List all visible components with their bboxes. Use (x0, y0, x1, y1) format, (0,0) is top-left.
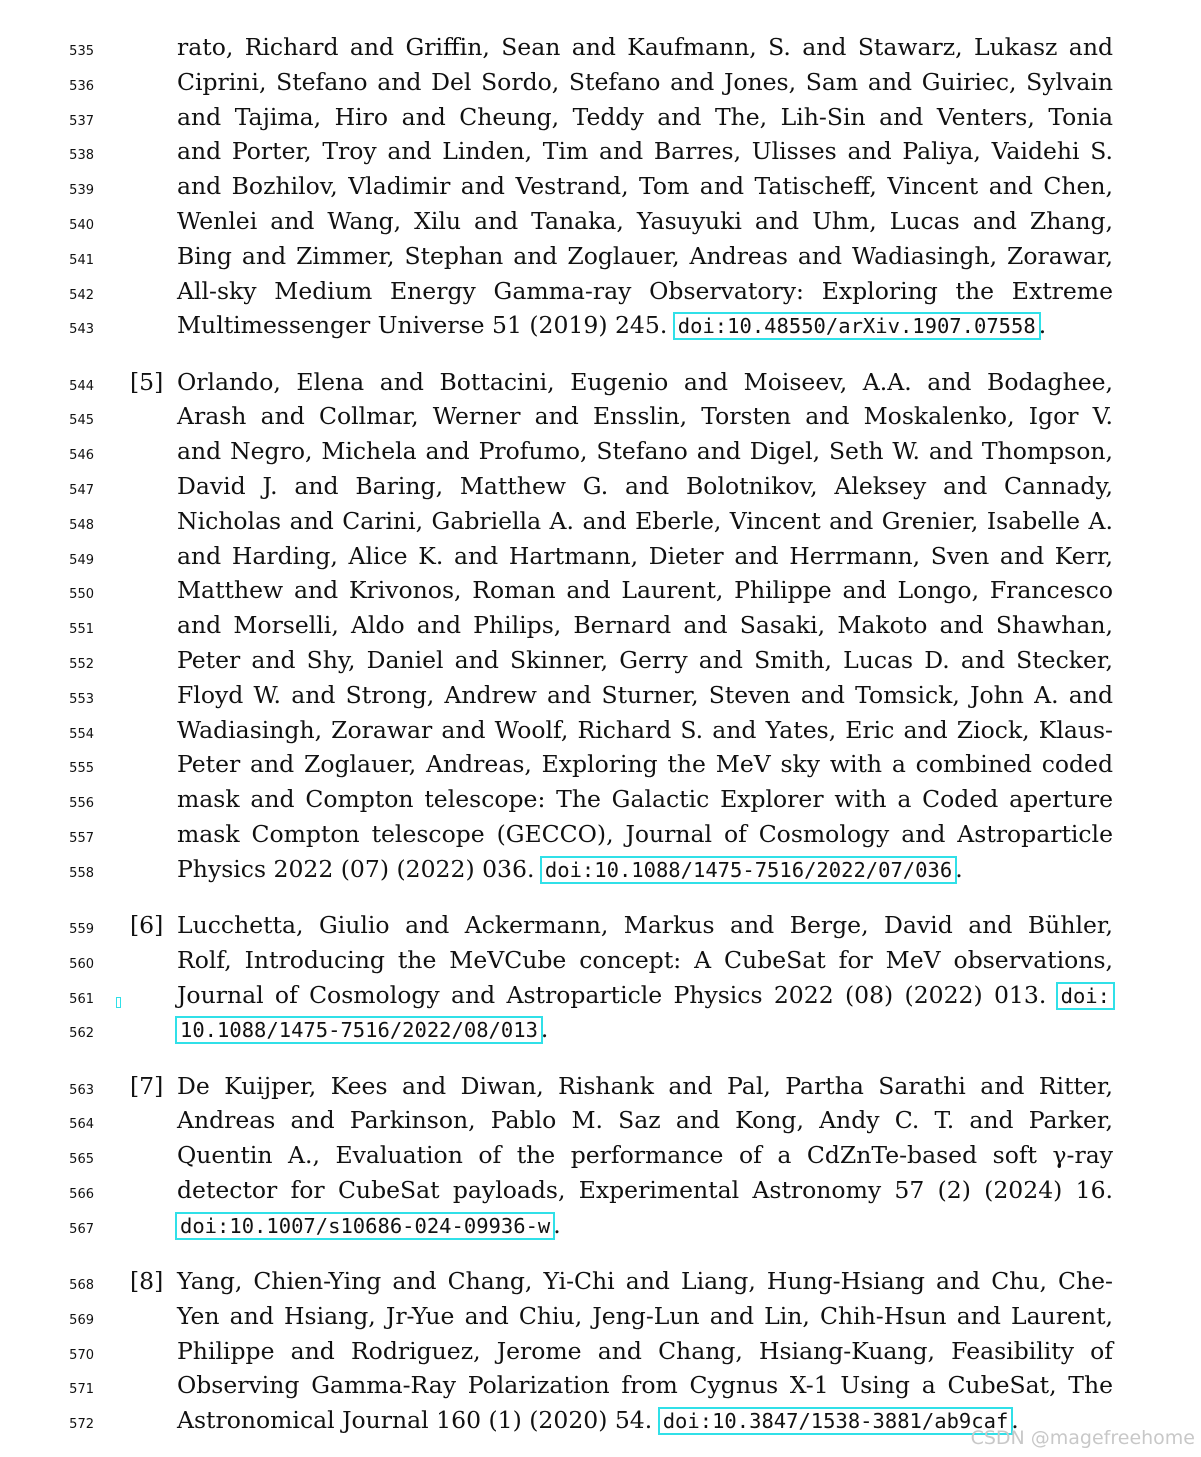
line-body: David J. and Baring, Matthew G. and Bolotnikov, Aleksey and Cannady, (177, 472, 1113, 500)
line-body: Yen and Hsiang, Jr-Yue and Chiu, Jeng-Lun and Lin, Chih-Hsun and Laurent, (177, 1301, 1113, 1330)
line-body: and Porter, Troy and Linden, Tim and Barres, Ulisses and Paliya, Vaidehi S. (177, 137, 1113, 166)
line-body: Yang, Chien-Ying and Chang, Yi-Chi and Liang, Hung-Hsiang and Chu, Che- (177, 1267, 1113, 1295)
text-line (0, 101, 1201, 136)
line-body: De Kuijper, Kees and Diwan, Rishank and Pal, Partha Sarathi and Ritter, (177, 1071, 1113, 1100)
text-line (0, 1104, 1201, 1139)
line-body: mask and Compton telescope: The Galactic Explorer with a Coded aperture (177, 785, 1113, 814)
line-body: Observing Gamma-Ray Polarization from Cygnus X-1 Using a CubeSat, The (177, 1371, 1113, 1400)
line-body: Philippe and Rodriguez, Jerome and Chang, Hsiang-Kuang, Feasibility of (177, 1336, 1113, 1365)
text-line (0, 1070, 1201, 1105)
text-line (0, 574, 1201, 609)
line-number: 542 (69, 287, 94, 303)
line-body: Orlando, Elena and Bottacini, Eugenio and Moiseev, A.A. and Bodaghee, (177, 367, 1113, 396)
line-body: Ciprini, Stefano and Del Sordo, Stefano and Jones, Sam and Guiriec, Sylvain (177, 67, 1113, 96)
line-text (177, 242, 1113, 270)
line-text (177, 750, 1113, 778)
line-tail: . (553, 1210, 561, 1239)
line-text (177, 576, 1113, 604)
line-number: 560 (69, 956, 94, 972)
line-body: Lucchetta, Giulio and Ackermann, Markus and Berge, David and Bühler, (177, 911, 1113, 939)
line-text (177, 1072, 1113, 1100)
line-text (177, 1337, 1113, 1365)
line-number: 548 (69, 517, 94, 533)
text-line (0, 400, 1201, 435)
line-number: 570 (69, 1347, 94, 1363)
line-text (177, 681, 1113, 709)
line-text (177, 1302, 1113, 1330)
line-number: 540 (69, 218, 94, 233)
line-number: 550 (69, 587, 94, 603)
line-text (177, 1176, 1113, 1204)
doi-link[interactable]: doi: (1058, 984, 1113, 1008)
line-text (177, 1267, 1113, 1295)
text-line (0, 944, 1201, 979)
line-number: 544 (69, 378, 94, 394)
line-text (177, 1015, 1113, 1043)
line-text (177, 277, 1113, 305)
line-number: 569 (69, 1312, 94, 1328)
text-line (0, 1174, 1201, 1209)
line-number: 562 (69, 1026, 94, 1042)
line-text (177, 402, 1113, 430)
text-line (0, 609, 1201, 644)
line-number: 564 (69, 1117, 94, 1133)
line-body: Multimessenger Universe 51 (2019) 245. (177, 311, 675, 340)
reference-label: [6] (130, 911, 164, 939)
line-text (177, 472, 1113, 500)
line-body: Wenlei and Wang, Xilu and Tanaka, Yasuyuki and Uhm, Lucas and Zhang, (177, 207, 1113, 235)
line-number: 566 (69, 1187, 94, 1202)
line-text (177, 172, 1113, 200)
text-line (0, 205, 1201, 240)
line-text (177, 1371, 1113, 1399)
line-text (177, 946, 1113, 974)
line-number: 543 (69, 322, 94, 338)
line-number: 567 (69, 1221, 94, 1237)
margin-marker (116, 997, 121, 1008)
line-number: 536 (69, 78, 94, 94)
line-number: 563 (69, 1082, 94, 1098)
line-body: Nicholas and Carini, Gabriella A. and Eberle, Vincent and Grenier, Isabelle A. (177, 506, 1113, 535)
line-number: 555 (69, 761, 94, 777)
line-body: Matthew and Krivonos, Roman and Laurent, Philippe and Longo, Francesco (177, 576, 1113, 605)
line-text (177, 716, 1113, 744)
line-text (177, 507, 1113, 535)
line-body: Peter and Shy, Daniel and Skinner, Gerry and Smith, Lucas D. and Stecker, (177, 646, 1113, 674)
line-text (177, 855, 1113, 883)
line-body: Peter and Zoglauer, Andreas, Exploring the MeV sky with a combined coded (177, 750, 1113, 779)
line-body: Bing and Zimmer, Stephan and Zoglauer, Andreas and Wadiasingh, Zorawar, (177, 241, 1113, 270)
text-line (0, 31, 1201, 66)
line-body: All-sky Medium Energy Gamma-ray Observatory: Exploring the Extreme (177, 276, 1113, 305)
line-number: 554 (69, 726, 94, 742)
text-line (0, 240, 1201, 275)
line-number: 565 (69, 1152, 94, 1168)
line-number: 546 (69, 448, 94, 464)
line-tail: . (540, 1015, 549, 1044)
text-line (0, 435, 1201, 470)
line-text (177, 311, 1113, 339)
line-text (177, 981, 1113, 1009)
line-number: 538 (69, 148, 94, 164)
text-line (0, 644, 1201, 679)
text-line (0, 66, 1201, 101)
line-body: and Harding, Alice K. and Hartmann, Dieter and Herrmann, Sven and Kerr, (177, 541, 1113, 570)
line-tail: . (1011, 1406, 1019, 1435)
reference-label: [7] (130, 1071, 164, 1100)
line-text (177, 437, 1113, 465)
text-line (0, 1369, 1201, 1404)
text-line (0, 1139, 1201, 1174)
line-body: detector for CubeSat payloads, Experimental Astronomy 57 (2) (2024) 16. (177, 1176, 1113, 1204)
text-line (0, 1209, 1201, 1244)
text-line (0, 1013, 1201, 1048)
line-body: Quentin A., Evaluation of the performance of a CdZnTe-based soft γ-ray (177, 1141, 1113, 1170)
line-body: Astronomical Journal 160 (1) (2020) 54. (177, 1406, 660, 1435)
line-text (177, 785, 1113, 813)
text-line (0, 170, 1201, 205)
text-line (0, 505, 1201, 540)
line-number: 551 (69, 622, 94, 638)
text-line (0, 1265, 1201, 1300)
line-text (177, 368, 1113, 396)
line-body: Floyd W. and Strong, Andrew and Sturner, Steven and Tomsick, John A. and (177, 680, 1113, 709)
text-line (0, 1335, 1201, 1370)
line-tail: . (1038, 311, 1047, 340)
line-number: 571 (69, 1382, 94, 1398)
doi-link[interactable]: doi:10.1007/s10686-024-09936-w (177, 1214, 553, 1238)
line-body: and Negro, Michela and Profumo, Stefano and Digel, Seth W. and Thompson, (177, 437, 1113, 466)
line-number: 572 (69, 1417, 94, 1433)
line-number: 568 (69, 1278, 94, 1293)
text-line (0, 909, 1201, 944)
line-number: 558 (69, 865, 94, 881)
line-body: and Bozhilov, Vladimir and Vestrand, Tom and Tatischeff, Vincent and Chen, (177, 172, 1113, 201)
line-body: Rolf, Introducing the MeVCube concept: A CubeSat for MeV observations, (177, 945, 1113, 974)
line-body: Physics 2022 (07) (2022) 036. (177, 854, 542, 883)
line-text (177, 1141, 1113, 1169)
line-body: Arash and Collmar, Werner and Ensslin, Torsten and Moskalenko, Igor V. (177, 402, 1113, 431)
line-number: 549 (69, 552, 94, 568)
text-line (0, 853, 1201, 888)
line-text (177, 207, 1113, 235)
line-text (177, 1211, 1113, 1239)
text-line (0, 748, 1201, 783)
line-body: Andreas and Parkinson, Pablo M. Saz and Kong, Andy C. T. and Parker, (177, 1106, 1113, 1135)
line-text (177, 820, 1113, 848)
line-text (177, 137, 1113, 165)
line-number: 557 (69, 831, 94, 846)
line-number: 547 (69, 483, 94, 498)
line-number: 537 (69, 113, 94, 129)
line-body: Wadiasingh, Zorawar and Woolf, Richard S. and Yates, Eric and Ziock, Klaus- (177, 715, 1113, 744)
doi-link[interactable]: doi:10.1088/1475-7516/2022/07/036 (542, 858, 955, 882)
line-number: 552 (69, 657, 94, 672)
line-number: 561 (69, 991, 94, 1007)
text-line (0, 309, 1201, 344)
text-line (0, 470, 1201, 505)
reference-label: [8] (130, 1267, 164, 1295)
line-text (177, 33, 1113, 61)
line-body: mask Compton telescope (GECCO), Journal of Cosmology and Astroparticle (177, 820, 1113, 848)
line-number: 535 (69, 44, 94, 59)
line-text (177, 911, 1113, 939)
text-line (0, 366, 1201, 401)
line-text (177, 611, 1113, 639)
line-number: 556 (69, 796, 94, 812)
line-number: 553 (69, 691, 94, 707)
doi-link[interactable]: doi:10.48550/arXiv.1907.07558 (675, 314, 1039, 338)
line-text (177, 646, 1113, 674)
text-line (0, 818, 1201, 853)
line-number: 559 (69, 922, 94, 937)
line-body: and Tajima, Hiro and Cheung, Teddy and The, Lih-Sin and Venters, Tonia (177, 102, 1113, 131)
line-tail: . (955, 854, 963, 883)
text-line (0, 1300, 1201, 1335)
line-body: Journal of Cosmology and Astroparticle Physics 2022 (08) (2022) 013. (177, 980, 1058, 1009)
text-line (0, 679, 1201, 714)
watermark: CSDN @magefreehome (970, 1427, 1195, 1449)
line-text (177, 542, 1113, 570)
line-number: 541 (69, 252, 94, 268)
line-body: rato, Richard and Griffin, Sean and Kaufmann, S. and Stawarz, Lukasz and (177, 33, 1113, 61)
doi-link[interactable]: 10.1088/1475-7516/2022/08/013 (177, 1018, 541, 1042)
reference-label: [5] (130, 367, 164, 396)
line-number: 545 (69, 413, 94, 429)
text-line (0, 135, 1201, 170)
line-text (177, 68, 1113, 96)
line-body: and Morselli, Aldo and Philips, Bernard and Sasaki, Makoto and Shawhan, (177, 611, 1113, 640)
text-line (0, 979, 1201, 1014)
line-text (177, 103, 1113, 131)
text-line (0, 540, 1201, 575)
text-line (0, 783, 1201, 818)
line-text (177, 1106, 1113, 1134)
text-line (0, 275, 1201, 310)
doi-link[interactable]: doi:10.3847/1538-3881/ab9caf (660, 1409, 1012, 1433)
text-line (0, 714, 1201, 749)
line-number: 539 (69, 183, 94, 199)
